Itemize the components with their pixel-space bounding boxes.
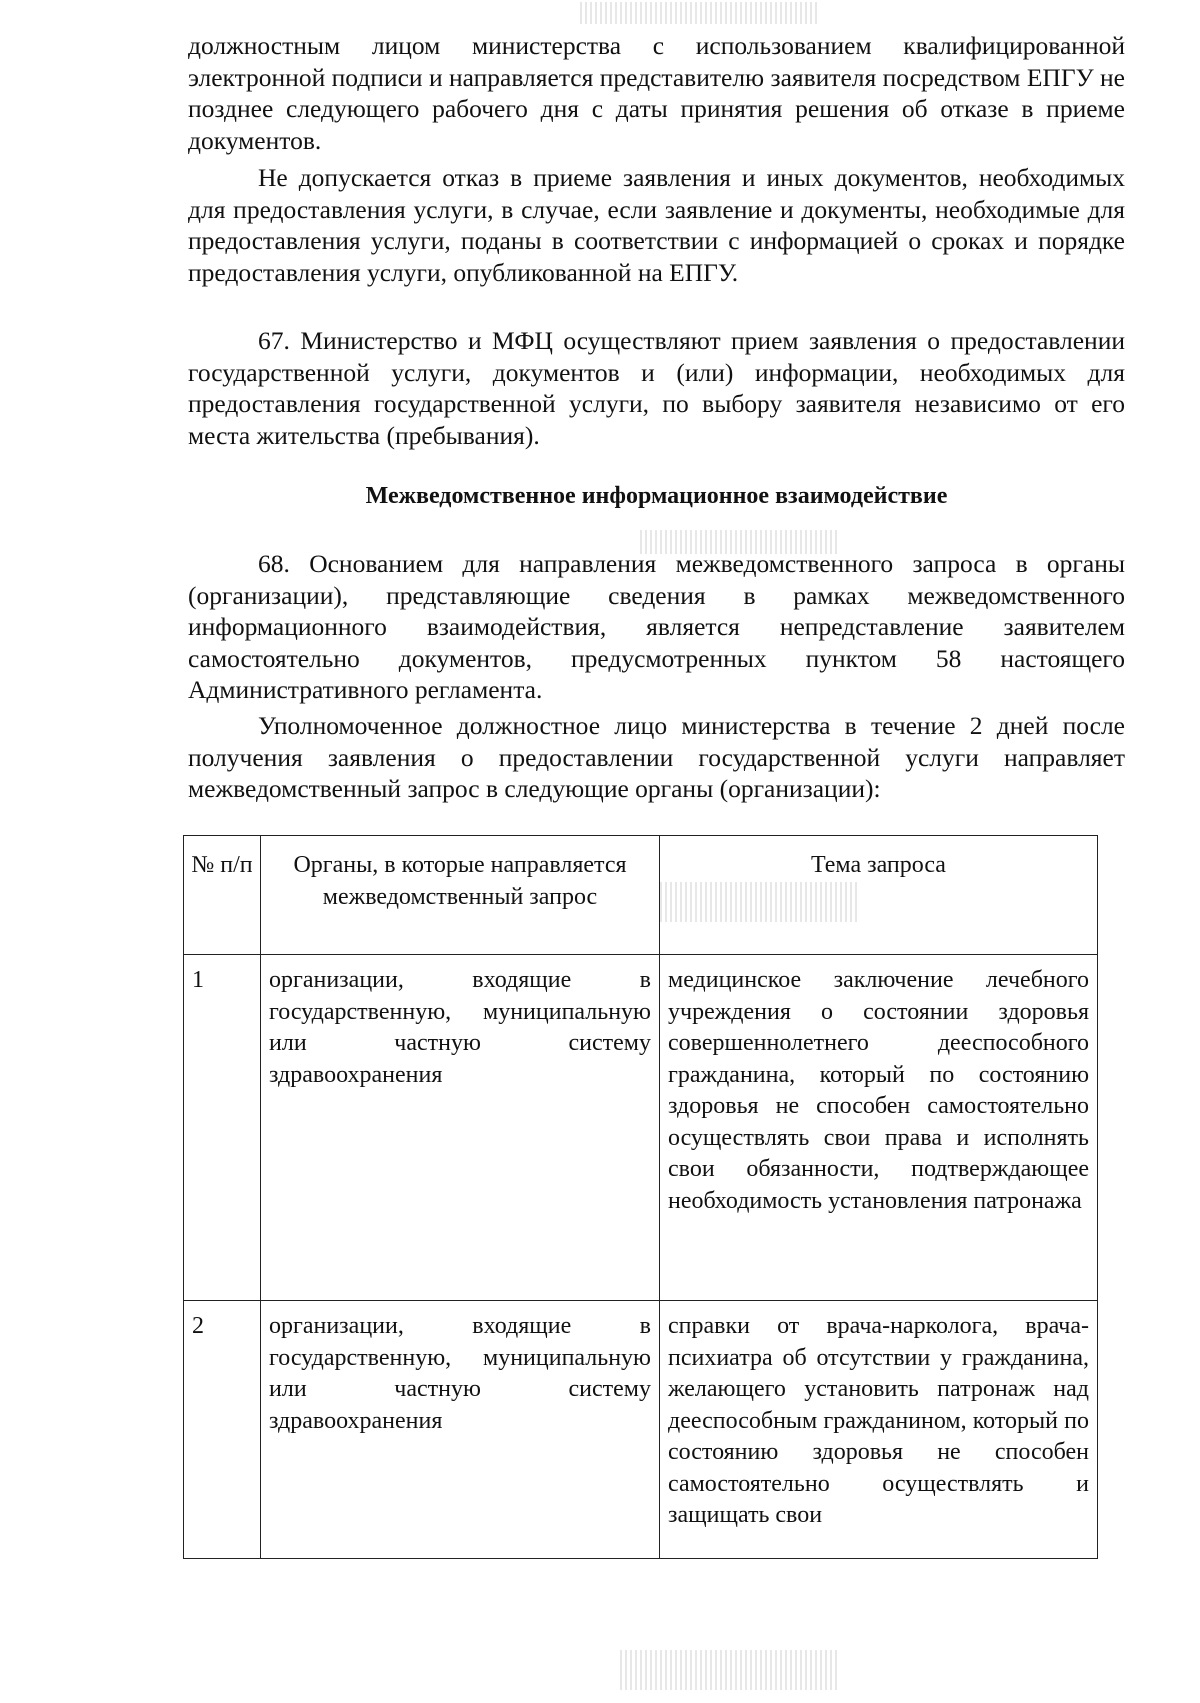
table-row bbox=[184, 1301, 1098, 1559]
row-organs: организации, входящие в государственную, муниципальную или частную систему здравоохранения bbox=[269, 1313, 651, 1434]
paragraph-no-refusal: Не допускается отказ в приеме заявления и иных документов, необходимых для предоставления услуги, в случае, если заявление и документы, необходимые для предоставления услуги, поданы в соответствии с информацией о сроках и порядке предоставления услуги, опубликованной на ЕПГУ. bbox=[188, 163, 1125, 287]
section-heading: Межведомственное информационное взаимодействие bbox=[365, 483, 948, 509]
paragraph-authorized-official: Уполномоченное должностное лицо министерства в течение 2 дней после получения заявления о предоставлении государственной услуги направляет межведомственный запрос в следующие органы (организации): bbox=[188, 711, 1125, 803]
row-number-cell bbox=[184, 955, 261, 1301]
row-topic: медицинское заключение лечебного учреждения о состоянии здоровья совершеннолетнего дееспособного гражданина, который по состоянию здоровья не способен самостоятельно осуществлять свои права и исполнять свои обязанности, подтверждающее необходимость установления патронажа bbox=[668, 967, 1089, 1214]
header-organs-label: Органы, в которые направляется межведомственный запрос bbox=[293, 852, 627, 910]
row-topic-cell bbox=[660, 955, 1098, 1301]
scan-artifact-bottom bbox=[620, 1650, 840, 1690]
header-topic-label: Тема запроса bbox=[811, 852, 946, 878]
header-topic bbox=[660, 836, 1098, 955]
interagency-request-table bbox=[183, 835, 1098, 1559]
paragraph-continuation: должностным лицом министерства с использованием квалифицированной электронной подписи и направляется представителю заявителя посредством ЕПГУ не позднее следующего рабочего дня с даты принятия решения об отказе в приеме документов. bbox=[188, 31, 1125, 155]
row-organs: организации, входящие в государственную, муниципальную или частную систему здравоохранения bbox=[269, 967, 651, 1088]
row-organs-cell bbox=[261, 1301, 660, 1559]
table-row bbox=[184, 955, 1098, 1301]
header-number-label: № п/п bbox=[191, 852, 253, 878]
table-header-row bbox=[184, 836, 1098, 955]
paragraph-67: 67. Министерство и МФЦ осуществляют прием заявления о предоставлении государственной услуги, документов и (или) информации, необходимых для предоставления государственной услуги, по выбору заявителя независимо от его места жительства (пребывания). bbox=[188, 326, 1125, 450]
paragraph-68: 68. Основанием для направления межведомственного запроса в органы (организации), представляющие сведения в рамках межведомственного информационного взаимодействия, является непредставление заявителем самостоятельно документов, предусмотренных пунктом 58 настоящего Административного регламента. bbox=[188, 549, 1125, 704]
row-number-cell bbox=[184, 1301, 261, 1559]
row-organs-cell bbox=[261, 955, 660, 1301]
header-organs bbox=[261, 836, 660, 955]
row-topic: справки от врача-нарколога, врача-психиатра об отсутствии у гражданина, желающего установить патронаж над дееспособным гражданином, который по состоянию здоровья не способен самостоятельно осуществлять и защищать свои bbox=[668, 1313, 1089, 1528]
header-number bbox=[184, 836, 261, 955]
row-number: 1 bbox=[192, 967, 204, 993]
row-number: 2 bbox=[192, 1313, 204, 1339]
scan-artifact-top bbox=[580, 2, 820, 24]
row-topic-cell bbox=[660, 1301, 1098, 1559]
